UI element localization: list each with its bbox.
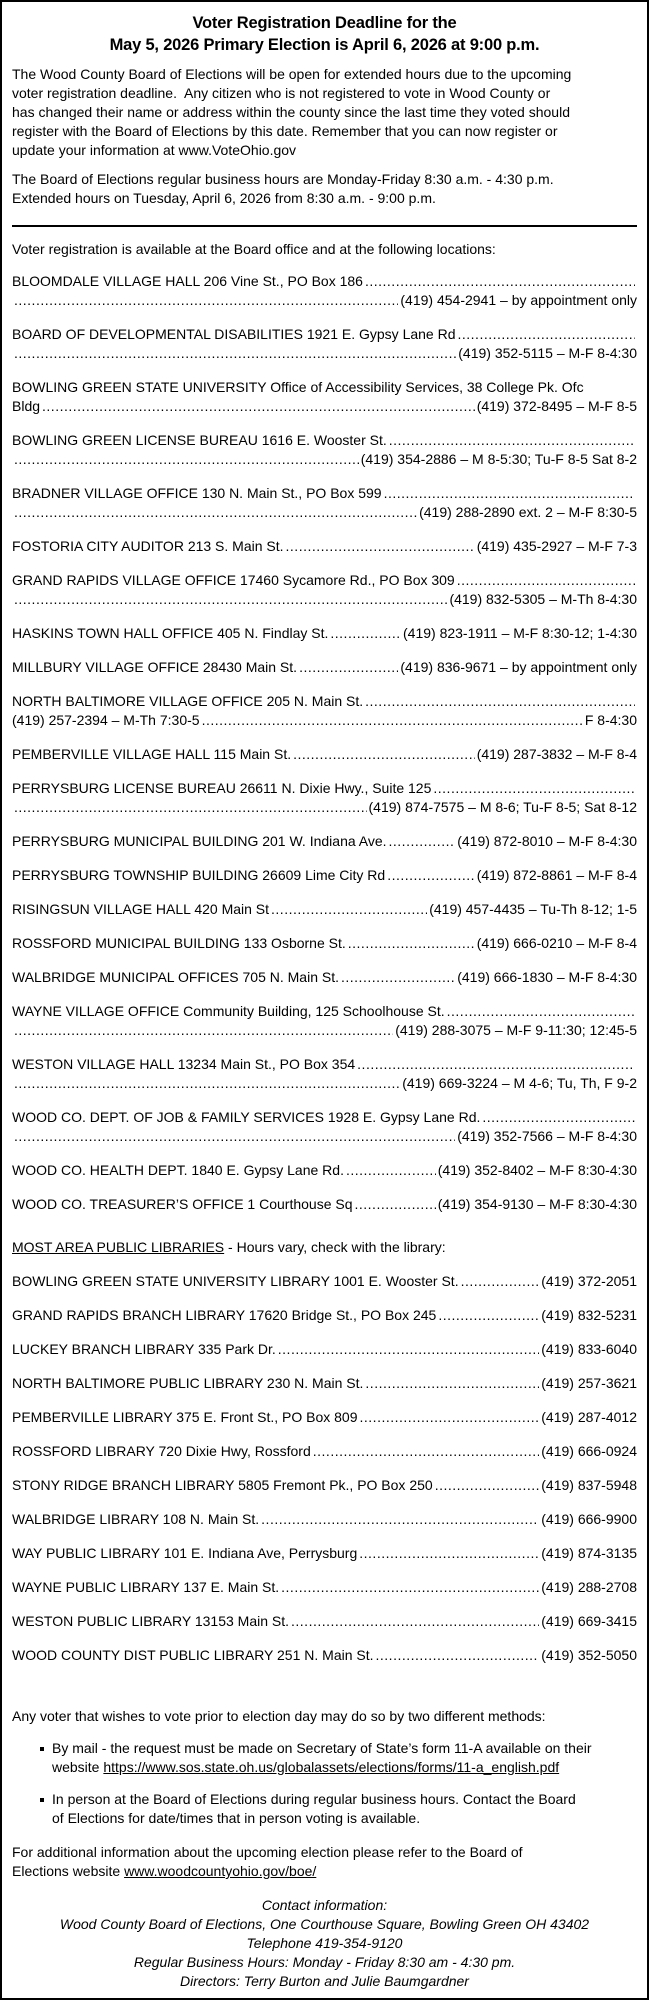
location-entry xyxy=(12,484,637,522)
contact-address: Wood County Board of Elections, One Courthouse Square, Bowling Green OH 43402 xyxy=(59,1916,590,1932)
location-entry xyxy=(12,866,637,885)
contact-telephone: Telephone 419-354-9120 xyxy=(246,1935,403,1951)
text-segment: (419) 872-8861 – M-F 8-4 xyxy=(476,867,637,883)
text-segment: (419) 288-2708 xyxy=(541,1579,637,1595)
library-entry xyxy=(12,1578,637,1597)
dot-leader xyxy=(457,571,635,590)
location-line xyxy=(12,692,637,711)
bullet-by-mail xyxy=(12,1739,637,1777)
dot-leader xyxy=(435,1476,540,1495)
dot-leader xyxy=(438,1306,539,1325)
text-segment: WAYNE PUBLIC LIBRARY 137 E. Main St. xyxy=(12,1579,280,1595)
text-segment: PERRYSBURG LICENSE BUREAU 26611 N. Dixie Hwy., Suite 125 xyxy=(12,780,432,796)
location-line xyxy=(12,624,637,643)
text-segment: GRAND RAPIDS VILLAGE OFFICE 17460 Sycamore Rd., PO Box 309 xyxy=(12,572,455,588)
location-entry xyxy=(12,378,637,416)
location-line xyxy=(12,866,637,885)
location-line xyxy=(12,1074,637,1093)
dot-leader xyxy=(14,291,398,310)
location-entry xyxy=(12,658,637,677)
location-line xyxy=(12,344,637,363)
text-segment: NORTH BALTIMORE VILLAGE OFFICE 205 N. Main St. xyxy=(12,693,364,709)
dot-leader xyxy=(447,1002,635,1021)
additional-info-paragraph: For additional information about the upcoming election please refer to the Board of Elections website www.woodcountyohio.gov/boe/ xyxy=(12,1844,523,1879)
dot-leader xyxy=(293,745,475,764)
dot-leader xyxy=(387,866,474,885)
text-segment: (419) 833-6040 xyxy=(541,1341,637,1357)
dot-leader xyxy=(14,798,367,817)
dot-leader xyxy=(384,484,635,503)
dot-leader xyxy=(271,900,427,919)
location-entry xyxy=(12,745,637,764)
location-entry xyxy=(12,692,637,730)
text-segment: WOOD CO. TREASURER’S OFFICE 1 Courthouse Sq xyxy=(12,1196,353,1212)
libraries-heading xyxy=(12,1238,637,1257)
intro-paragraph-1: The Wood County Board of Elections will be open for extended hours due to the upcoming voter registration deadline. Any citizen who is not registered to vote in Wood County or has changed their name or address within the county since the last time they voted should register with the Board of Elections by this date. Remember that you can now register or update your information at www.VoteOhio.gov xyxy=(12,66,572,158)
text-segment: (419) 832-5231 xyxy=(541,1307,637,1323)
library-entry xyxy=(12,1612,637,1631)
text-segment: FOSTORIA CITY AUDITOR 213 S. Main St. xyxy=(12,538,284,554)
title-line-2: May 5, 2026 Primary Election is April 6, 2026 at 9:00 p.m. xyxy=(109,36,540,54)
location-line xyxy=(12,537,637,556)
text-segment: BLOOMDALE VILLAGE HALL 206 Vine St., PO Box 186 xyxy=(12,273,363,289)
text-segment: WOOD CO. DEPT. OF JOB & FAMILY SERVICES 1928 E. Gypsy Lane Rd. xyxy=(12,1109,481,1125)
location-line xyxy=(12,779,637,798)
text-segment: (419) 435-2927 – M-F 7-3 xyxy=(476,538,637,554)
contact-info-block xyxy=(12,1896,637,1991)
text-segment: (419) 372-2051 xyxy=(541,1273,637,1289)
location-entry xyxy=(12,272,637,310)
location-line xyxy=(12,325,637,344)
text-segment: WOOD COUNTY DIST PUBLIC LIBRARY 251 N. Main St. xyxy=(12,1647,374,1663)
dot-leader xyxy=(482,1108,635,1127)
location-line xyxy=(12,658,637,677)
location-line xyxy=(12,397,637,416)
location-entry xyxy=(12,431,637,469)
library-entry xyxy=(12,1510,637,1529)
dot-leader xyxy=(365,692,635,711)
dot-leader xyxy=(14,590,447,609)
dot-leader xyxy=(346,1161,436,1180)
dot-leader xyxy=(313,1442,539,1461)
location-line xyxy=(12,291,637,310)
text-segment: (419) 288-2890 ext. 2 – M-F 8:30-5 xyxy=(419,504,637,520)
location-entry xyxy=(12,624,637,643)
text-segment: ROSSFORD LIBRARY 720 Dixie Hwy, Rossford xyxy=(12,1443,311,1459)
dot-leader xyxy=(14,1021,393,1040)
location-line xyxy=(12,900,637,919)
location-entry xyxy=(12,1002,637,1040)
text-segment: WALBRIDGE LIBRARY 108 N. Main St. xyxy=(12,1511,260,1527)
location-line xyxy=(12,1055,637,1074)
text-segment: (419) 874-7575 – M 8-6; Tu-F 8-5; Sat 8-12 xyxy=(368,799,637,815)
text-segment: (419) 352-5050 xyxy=(541,1647,637,1663)
library-entry xyxy=(12,1408,637,1427)
text-segment: (419) 257-3621 xyxy=(541,1375,637,1391)
section-divider xyxy=(12,225,637,227)
location-line xyxy=(12,1108,637,1127)
dot-leader xyxy=(330,624,401,643)
location-entry xyxy=(12,1195,637,1214)
libraries-heading-underlined: MOST AREA PUBLIC LIBRARIES xyxy=(12,1239,225,1255)
text-segment: (419) 287-4012 xyxy=(541,1409,637,1425)
text-segment: MILLBURY VILLAGE OFFICE 28430 Main St. xyxy=(12,659,298,675)
dot-leader xyxy=(461,1272,540,1291)
libraries-heading-rest: - Hours vary, check with the library: xyxy=(224,1239,446,1255)
bullet-square-icon xyxy=(40,1747,44,1751)
text-segment: STONY RIDGE BRANCH LIBRARY 5805 Fremont Pk., PO Box 250 xyxy=(12,1477,433,1493)
dot-leader xyxy=(291,1612,539,1631)
bullet-in-person-text: In person at the Board of Elections during regular business hours. Contact the Board of Elections for date/times that in person voting is available. xyxy=(52,1791,576,1826)
title-line-1: Voter Registration Deadline for the xyxy=(192,14,457,32)
form-11a-link[interactable]: https://www.sos.state.oh.us/globalassets/elections/forms/11-a_english.pdf xyxy=(103,1759,560,1775)
library-entry xyxy=(12,1374,637,1393)
library-entry xyxy=(12,1476,637,1495)
dot-leader xyxy=(286,537,475,556)
text-segment: (419) 352-7566 – M-F 8-4:30 xyxy=(457,1128,637,1144)
text-segment: (419) 354-9130 – M-F 8:30-4:30 xyxy=(437,1196,637,1212)
text-segment: WAY PUBLIC LIBRARY 101 E. Indiana Ave, Perrysburg xyxy=(12,1545,358,1561)
dot-leader xyxy=(261,1510,539,1529)
text-segment: WOOD CO. HEALTH DEPT. 1840 E. Gypsy Lane Rd. xyxy=(12,1162,344,1178)
location-entry xyxy=(12,934,637,953)
library-entry xyxy=(12,1442,637,1461)
dot-leader xyxy=(341,968,455,987)
text-segment: (419) 832-5305 – M-Th 8-4:30 xyxy=(449,591,637,607)
text-segment: (419) 257-2394 – M-Th 7:30-5 xyxy=(12,712,200,728)
dot-leader xyxy=(14,1074,400,1093)
text-segment: (419) 666-9900 xyxy=(541,1511,637,1527)
location-entry xyxy=(12,968,637,987)
location-line xyxy=(12,1127,637,1146)
library-entry xyxy=(12,1646,637,1665)
location-line xyxy=(12,1195,637,1214)
text-segment: PERRYSBURG MUNICIPAL BUILDING 201 W. Indiana Ave. xyxy=(12,833,387,849)
text-segment: LUCKEY BRANCH LIBRARY 335 Park Dr. xyxy=(12,1341,276,1357)
text-segment: ROSSFORD MUNICIPAL BUILDING 133 Osborne St. xyxy=(12,935,346,951)
library-entry xyxy=(12,1306,637,1325)
text-segment: (419) 823-1911 – M-F 8:30-12; 1-4:30 xyxy=(403,625,637,641)
dot-leader xyxy=(357,1055,635,1074)
dot-leader xyxy=(355,1195,436,1214)
dot-leader xyxy=(14,344,456,363)
location-line xyxy=(12,571,637,590)
text-segment: PEMBERVILLE LIBRARY 375 E. Front St., PO Box 809 xyxy=(12,1409,358,1425)
text-segment: BRADNER VILLAGE OFFICE 130 N. Main St., PO Box 599 xyxy=(12,485,382,501)
location-entry xyxy=(12,1055,637,1093)
dot-leader xyxy=(458,325,636,344)
location-entry xyxy=(12,571,637,609)
text-segment: NORTH BALTIMORE PUBLIC LIBRARY 230 N. Main St. xyxy=(12,1375,364,1391)
location-line xyxy=(12,968,637,987)
text-segment: PEMBERVILLE VILLAGE HALL 115 Main St. xyxy=(12,746,292,762)
text-segment: (419) 288-3075 – M-F 9-11:30; 12:45-5 xyxy=(395,1022,637,1038)
location-entry xyxy=(12,325,637,363)
location-line xyxy=(12,450,637,469)
dot-leader xyxy=(376,1646,540,1665)
location-entry xyxy=(12,832,637,851)
dot-leader xyxy=(365,272,635,291)
text-segment: BOWLING GREEN LICENSE BUREAU 1616 E. Wooster St. xyxy=(12,432,387,448)
bullet-by-mail-text: By mail - the request must be made on Secretary of State’s form 11-A available on their website https://www.sos.state.oh.us/globalassets/elections/forms/11-a_english.pdf xyxy=(52,1740,592,1775)
location-line xyxy=(12,503,637,522)
dot-leader xyxy=(281,1578,539,1597)
contact-heading: Contact information: xyxy=(261,1897,388,1913)
text-segment: (419) 372-8495 – M-F 8-5 xyxy=(476,398,637,414)
library-entry xyxy=(12,1272,637,1291)
contact-directors: Directors: Terry Burton and Julie Baumgardner xyxy=(180,1973,469,1989)
dot-leader xyxy=(202,711,583,730)
text-segment: (419) 669-3415 xyxy=(541,1613,637,1629)
location-line xyxy=(12,431,637,450)
location-line xyxy=(12,272,637,291)
dot-leader xyxy=(42,397,475,416)
text-segment: WAYNE VILLAGE OFFICE Community Building, 125 Schoolhouse St. xyxy=(12,1003,445,1019)
location-entry xyxy=(12,1161,637,1180)
text-segment: BOARD OF DEVELOPMENTAL DISABILITIES 1921 E. Gypsy Lane Rd xyxy=(12,326,456,342)
text-segment: Bldg xyxy=(12,398,41,414)
text-segment: (419) 454-2941 – by appointment only xyxy=(400,292,637,308)
text-segment: (419) 666-0924 xyxy=(541,1443,637,1459)
dot-leader xyxy=(389,431,635,450)
text-segment: (419) 352-8402 – M-F 8:30-4:30 xyxy=(437,1162,637,1178)
locations-intro: Voter registration is available at the Board office and at the following locations: xyxy=(12,241,496,257)
text-segment: (419) 669-3224 – M 4-6; Tu, Th, F 9-2 xyxy=(402,1075,637,1091)
dot-leader xyxy=(14,503,417,522)
location-entry xyxy=(12,537,637,556)
location-line xyxy=(12,1161,637,1180)
location-line xyxy=(12,832,637,851)
location-line xyxy=(12,1021,637,1040)
dot-leader xyxy=(433,779,635,798)
text-segment: RISINGSUN VILLAGE HALL 420 Main St xyxy=(12,901,270,917)
contact-hours: Regular Business Hours: Monday - Friday 8:30 am - 4:30 pm. xyxy=(133,1954,516,1970)
dot-leader xyxy=(348,934,475,953)
text-segment: GRAND RAPIDS BRANCH LIBRARY 17620 Bridge St., PO Box 245 xyxy=(12,1307,437,1323)
text-segment: PERRYSBURG TOWNSHIP BUILDING 26609 Lime City Rd xyxy=(12,867,386,883)
dot-leader xyxy=(299,658,398,677)
location-line xyxy=(12,1002,637,1021)
dot-leader xyxy=(14,450,359,469)
location-entry xyxy=(12,1108,637,1146)
text-segment: (419) 836-9671 – by appointment only xyxy=(400,659,637,675)
library-entry xyxy=(12,1340,637,1359)
text-segment: (419) 666-0210 – M-F 8-4 xyxy=(476,935,637,951)
board-of-elections-website-link[interactable]: www.woodcountyohio.gov/boe/ xyxy=(124,1863,317,1879)
library-entry xyxy=(12,1544,637,1563)
dot-leader xyxy=(360,1408,540,1427)
location-line xyxy=(12,590,637,609)
location-line xyxy=(12,484,637,503)
dot-leader xyxy=(365,1374,539,1393)
text-segment: (419) 287-3832 – M-F 8-4 xyxy=(476,746,637,762)
locations-list xyxy=(12,272,637,1214)
location-entry xyxy=(12,900,637,919)
text-segment: BOWLING GREEN STATE UNIVERSITY LIBRARY 1001 E. Wooster St. xyxy=(12,1273,459,1289)
text-segment: (419) 872-8010 – M-F 8-4:30 xyxy=(457,833,637,849)
location-line xyxy=(12,711,637,730)
text-segment: (419) 352-5115 – M-F 8-4:30 xyxy=(458,345,637,361)
dot-leader xyxy=(278,1340,539,1359)
location-entry xyxy=(12,779,637,817)
text-segment: F 8-4:30 xyxy=(584,712,637,728)
dot-leader xyxy=(359,1544,539,1563)
text-segment: (419) 354-2886 – M 8-5:30; Tu-F 8-5 Sat 8-2 xyxy=(360,451,637,467)
text-segment: (419) 666-1830 – M-F 8-4:30 xyxy=(457,969,637,985)
text-segment: WESTON PUBLIC LIBRARY 13153 Main St. xyxy=(12,1613,290,1629)
intro-paragraph-2: The Board of Elections regular business hours are Monday-Friday 8:30 a.m. - 4:30 p.m. Extended hours on Tuesday, April 6, 2026 from 8:30 a.m. - 9:00 p.m. xyxy=(12,171,554,206)
text-segment: WESTON VILLAGE HALL 13234 Main St., PO Box 354 xyxy=(12,1056,356,1072)
text-segment: BOWLING GREEN STATE UNIVERSITY Office of Accessibility Services, 38 College Pk. Ofc xyxy=(12,379,584,395)
text-segment: WALBRIDGE MUNICIPAL OFFICES 705 N. Main St. xyxy=(12,969,339,985)
early-voting-intro: Any voter that wishes to vote prior to election day may do so by two different methods: xyxy=(12,1708,546,1724)
text-segment: HASKINS TOWN HALL OFFICE 405 N. Findlay St. xyxy=(12,625,329,641)
location-line xyxy=(12,934,637,953)
dot-leader xyxy=(389,832,456,851)
location-line xyxy=(12,745,637,764)
text-segment: (419) 457-4435 – Tu-Th 8-12; 1-5 xyxy=(429,901,637,917)
text-segment: (419) 874-3135 xyxy=(541,1545,637,1561)
bullet-square-icon xyxy=(40,1798,44,1802)
libraries-list xyxy=(12,1272,637,1665)
page-title xyxy=(12,12,637,56)
location-line xyxy=(12,378,637,397)
location-line xyxy=(12,798,637,817)
text-segment: (419) 837-5948 xyxy=(541,1477,637,1493)
bullet-in-person xyxy=(12,1790,637,1828)
dot-leader xyxy=(14,1127,455,1146)
